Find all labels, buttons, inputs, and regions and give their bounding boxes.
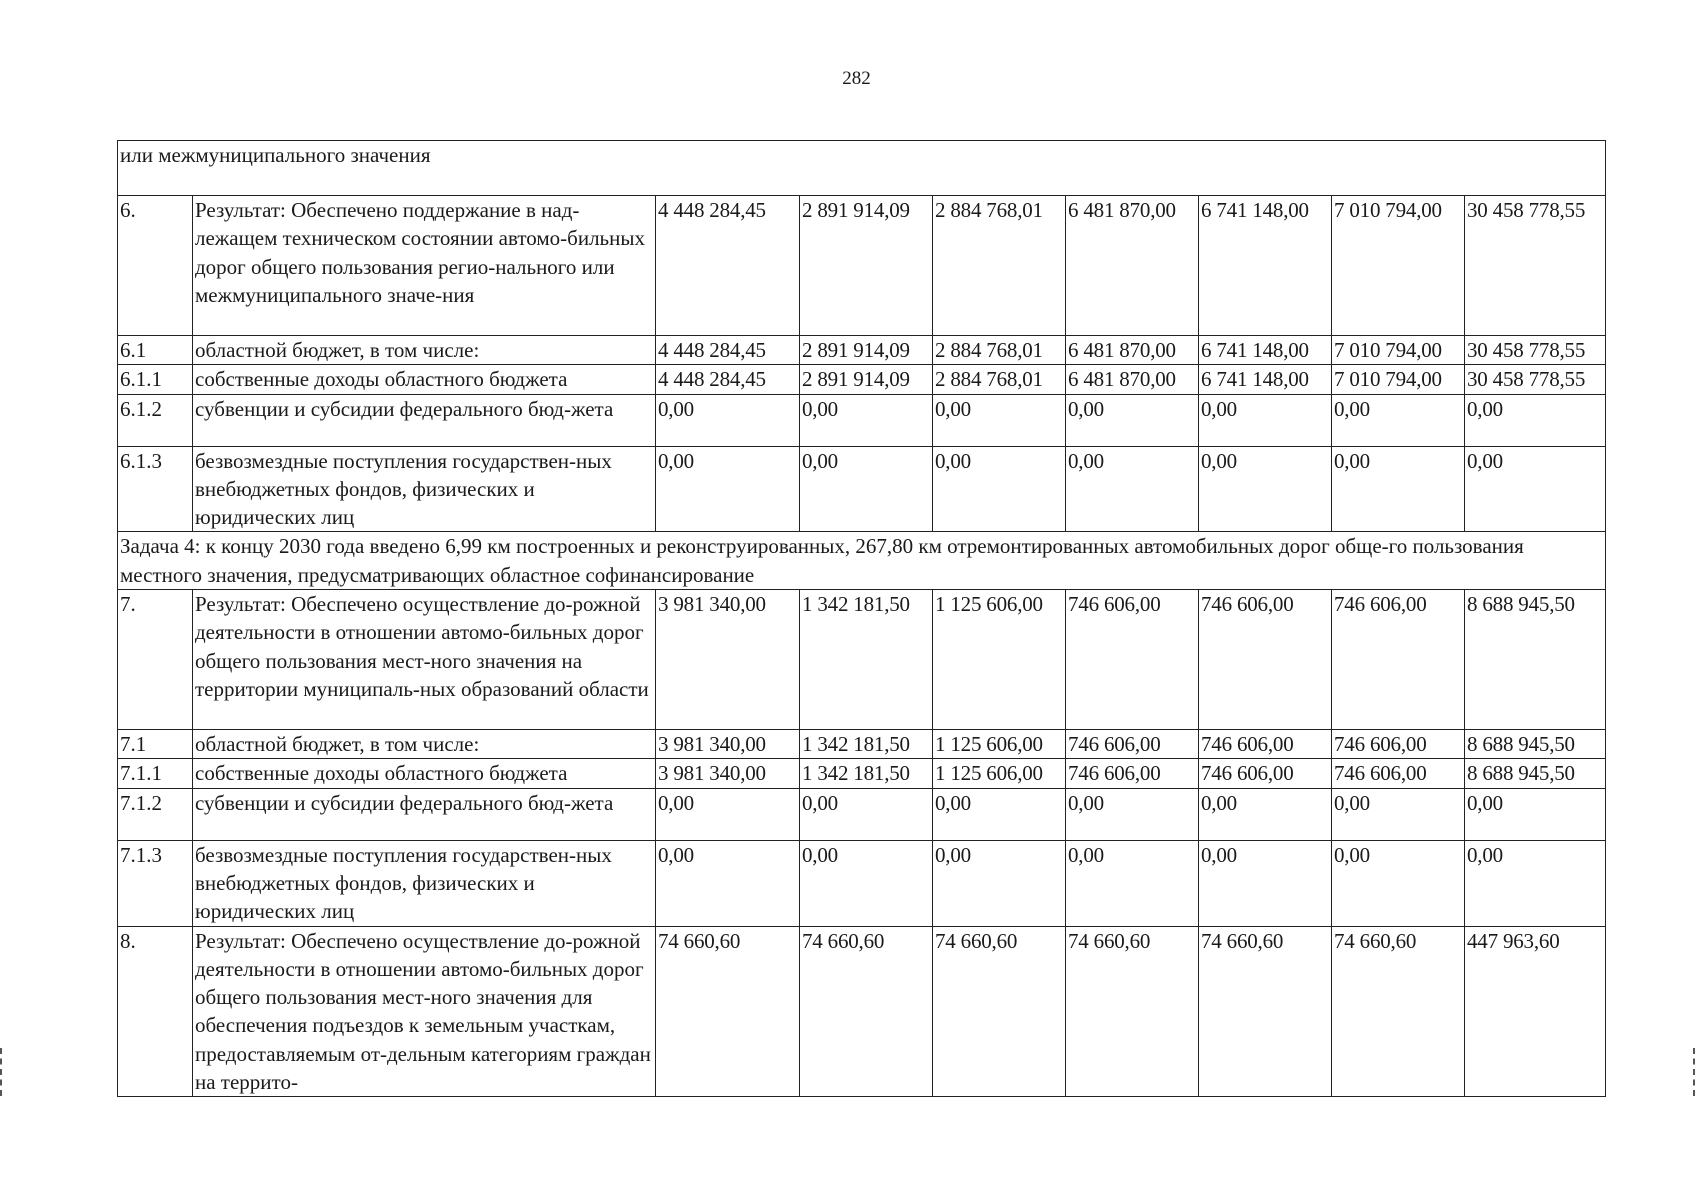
total-value: 0,00 [1465,840,1606,926]
year-value: 1 125 606,00 [933,590,1066,730]
year-value: 74 660,60 [656,926,800,1097]
year-value: 0,00 [1066,840,1199,926]
table-body [118,141,1606,1097]
table-row [118,196,1606,336]
year-value: 746 606,00 [1199,759,1332,788]
year-value: 746 606,00 [1199,590,1332,730]
row-description: безвозмездные поступления государствен-ных внебюджетных фондов, физических и юридических лиц [193,446,656,532]
row-description: безвозмездные поступления государствен-ных внебюджетных фондов, физических и юридических лиц [193,840,656,926]
page-number: 282 [842,68,871,89]
row-description: собственные доходы областного бюджета [193,365,656,394]
row-number: 7.1.2 [118,788,193,840]
year-value: 0,00 [1199,788,1332,840]
year-value: 746 606,00 [1199,730,1332,759]
year-value: 3 981 340,00 [656,590,800,730]
row-number: 7.1 [118,730,193,759]
year-value: 0,00 [656,788,800,840]
year-value: 0,00 [933,788,1066,840]
year-value: 746 606,00 [1066,730,1199,759]
row-description: субвенции и субсидии федерального бюд-жета [193,788,656,840]
row-number: 7. [118,590,193,730]
total-value: 30 458 778,55 [1465,336,1606,365]
year-value: 4 448 284,45 [656,336,800,365]
year-value: 1 125 606,00 [933,730,1066,759]
year-value: 746 606,00 [1332,730,1465,759]
total-value: 30 458 778,55 [1465,365,1606,394]
row-description: собственные доходы областного бюджета [193,759,656,788]
year-value: 4 448 284,45 [656,365,800,394]
total-value: 0,00 [1465,446,1606,532]
year-value: 1 342 181,50 [800,759,933,788]
budget-table [117,140,1606,1097]
year-value: 0,00 [1066,788,1199,840]
row-description: Результат: Обеспечено поддержание в над-лежащем техническом состоянии автомо-бильных дорог общего пользования регио-нального или межмуниципального значе-ния [193,196,656,336]
row-description: областной бюджет, в том числе: [193,730,656,759]
section-text: Задача 4: к концу 2030 года введено 6,99 км построенных и реконструированных, 267,80 км отремонтированных автомобильных дорог обще-го пользования местного значения, предусматривающих областное софинансирование [118,532,1606,590]
year-value: 6 481 870,00 [1066,336,1199,365]
total-value: 30 458 778,55 [1465,196,1606,336]
row-number: 6.1.3 [118,446,193,532]
year-value: 74 660,60 [1199,926,1332,1097]
total-value: 8 688 945,50 [1465,730,1606,759]
year-value: 7 010 794,00 [1332,365,1465,394]
table-row [118,394,1606,446]
year-value: 0,00 [800,394,933,446]
year-value: 4 448 284,45 [656,196,800,336]
year-value: 0,00 [656,446,800,532]
row-description: Результат: Обеспечено осуществление до-рожной деятельности в отношении автомо-бильных дорог общего пользования мест-ного значения для обеспечения подъездов к земельным участкам, предоставляемым от-дельным категориям граждан на террито- [193,926,656,1097]
year-value: 746 606,00 [1066,759,1199,788]
year-value: 1 342 181,50 [800,590,933,730]
year-value: 0,00 [656,394,800,446]
year-value: 6 741 148,00 [1199,365,1332,394]
row-number: 6.1 [118,336,193,365]
year-value: 746 606,00 [1332,590,1465,730]
row-description: Результат: Обеспечено осуществление до-рожной деятельности в отношении автомо-бильных дорог общего пользования мест-ного значения на территории муниципаль-ных образований области [193,590,656,730]
year-value: 746 606,00 [1066,590,1199,730]
row-description: субвенции и субсидии федерального бюд-жета [193,394,656,446]
year-value: 2 884 768,01 [933,336,1066,365]
year-value: 2 891 914,09 [800,196,933,336]
total-value: 0,00 [1465,788,1606,840]
table-row [118,446,1606,532]
year-value: 0,00 [1199,840,1332,926]
year-value: 0,00 [1332,446,1465,532]
row-number: 8. [118,926,193,1097]
table-row [118,926,1606,1097]
year-value: 2 891 914,09 [800,336,933,365]
year-value: 0,00 [1332,788,1465,840]
year-value: 1 125 606,00 [933,759,1066,788]
year-value: 746 606,00 [1332,759,1465,788]
year-value: 2 884 768,01 [933,196,1066,336]
section-row [118,532,1606,590]
year-value: 0,00 [1066,394,1199,446]
left-margin-scan-mark [0,1048,6,1096]
year-value: 6 481 870,00 [1066,365,1199,394]
year-value: 74 660,60 [800,926,933,1097]
year-value: 74 660,60 [1332,926,1465,1097]
table-row [118,840,1606,926]
table-row [118,590,1606,730]
year-value: 0,00 [1332,840,1465,926]
row-number: 6.1.1 [118,365,193,394]
year-value: 2 884 768,01 [933,365,1066,394]
table-row [118,365,1606,394]
row-description: областной бюджет, в том числе: [193,336,656,365]
table-row [118,730,1606,759]
year-value: 0,00 [1066,446,1199,532]
year-value: 0,00 [933,840,1066,926]
year-value: 3 981 340,00 [656,730,800,759]
year-value: 3 981 340,00 [656,759,800,788]
year-value: 0,00 [800,446,933,532]
year-value: 7 010 794,00 [1332,336,1465,365]
row-number: 7.1.1 [118,759,193,788]
year-value: 0,00 [1199,394,1332,446]
row-number: 6. [118,196,193,336]
year-value: 0,00 [1199,446,1332,532]
total-value: 447 963,60 [1465,926,1606,1097]
year-value: 0,00 [1332,394,1465,446]
year-value: 0,00 [656,840,800,926]
year-value: 7 010 794,00 [1332,196,1465,336]
row-number: 7.1.3 [118,840,193,926]
section-text: или межмуниципального значения [118,141,1606,196]
year-value: 0,00 [800,788,933,840]
section-row [118,141,1606,196]
year-value: 6 741 148,00 [1199,336,1332,365]
total-value: 8 688 945,50 [1465,590,1606,730]
year-value: 74 660,60 [1066,926,1199,1097]
year-value: 6 741 148,00 [1199,196,1332,336]
total-value: 0,00 [1465,394,1606,446]
year-value: 0,00 [933,394,1066,446]
total-value: 8 688 945,50 [1465,759,1606,788]
table-row [118,759,1606,788]
table-row [118,788,1606,840]
year-value: 74 660,60 [933,926,1066,1097]
table-row [118,336,1606,365]
row-number: 6.1.2 [118,394,193,446]
year-value: 6 481 870,00 [1066,196,1199,336]
year-value: 2 891 914,09 [800,365,933,394]
right-margin-scan-mark [1693,1048,1697,1096]
year-value: 1 342 181,50 [800,730,933,759]
year-value: 0,00 [800,840,933,926]
year-value: 0,00 [933,446,1066,532]
